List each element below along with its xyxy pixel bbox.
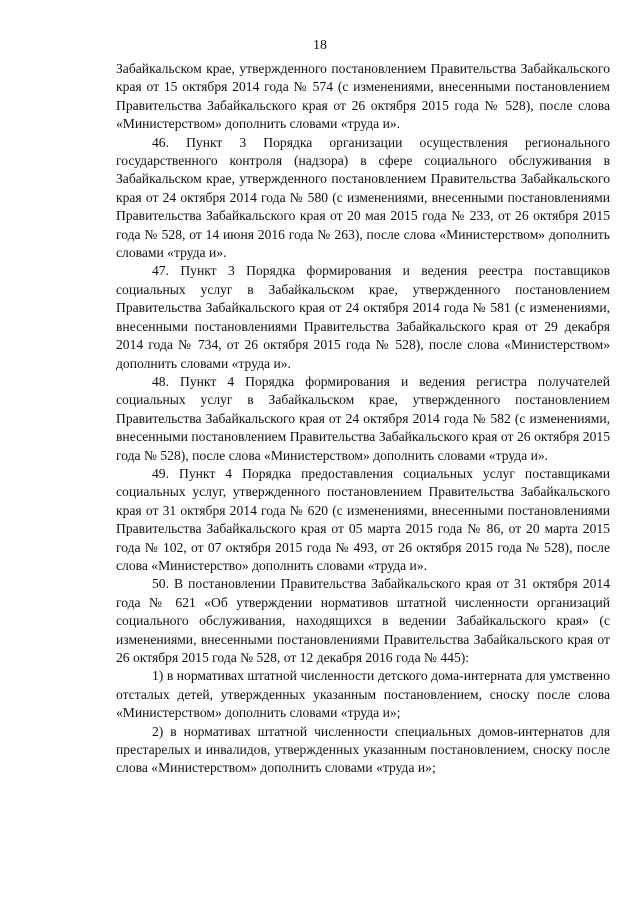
paragraph-continuation: Забайкальском крае, утвержденного постановлением Правительства Забайкальского края от 15 октября 2014 года № 574 (с изменениями, внесенными постановлением Правительства Забайкальского края от 26 октября 2015 года № 528), после слова «Министерством» дополнить словами «труда и».	[116, 61, 610, 132]
paragraph-item-50: 50. В постановлении Правительства Забайкальского края от 31 октября 2014 года № 621 «Об утверждении нормативов штатной численности организаций социального обслуживания, находящихся в ведении Забайкальского края» (с изменениями, внесенными постановлениями Правительства Забайкальского края от 26 октября 2015 года № 528, от 12 декабря 2016 года № 445):	[116, 576, 610, 665]
document-body	[116, 60, 610, 778]
subitem-2: 2) в нормативах штатной численности специальных домов-интернатов для престарелых и инвалидов, утвержденных указанным постановлением, сноску после слова «Министерством» дополнить словами «труда и»;	[116, 723, 610, 776]
paragraph-item-46: 46. Пункт 3 Порядка организации осуществления регионального государственного контроля (надзора) в сфере социального обслуживания в Забайкальском крае, утвержденного постановлением Правительства Забайкальского края от 24 октября 2014 года № 580 (с изменениями, внесенными постановлениями Правительства Забайкальского края от 20 мая 2015 года № 233, от 26 октября 2015 года № 528, от 14 июня 2016 года № 263), после слова «Министерством» дополнить словами «труда и».	[116, 134, 610, 261]
page-number: 18	[313, 38, 327, 53]
paragraph-item-49: 49. Пункт 4 Порядка предоставления социальных услуг поставщиками социальных услуг, утвержденного постановлением Правительства Забайкальского края от 31 октября 2014 года № 620 (с изменениями, внесенными постановлениями Правительства Забайкальского края от 05 марта 2015 года № 86, от 20 марта 2015 года № 102, от 07 октября 2015 года № 493, от 26 октября 2015 года № 528), после слова «Министерство» дополнить словами «труда и».	[116, 465, 610, 573]
paragraph-item-47: 47. Пункт 3 Порядка формирования и ведения реестра поставщиков социальных услуг в Забайкальском крае, утвержденного постановлением Правительства Забайкальского края от 24 октября 2014 года № 581 (с изменениями, внесенными постановлениями Правительства Забайкальского края от 29 декабря 2014 года № 734, от 26 октября 2015 года № 528), после слова «Министерством» дополнить словами «труда и».	[116, 263, 610, 371]
subitem-1: 1) в нормативах штатной численности детского дома-интерната для умственно отсталых детей, утвержденных указанным постановлением, сноску после слова «Министерством» дополнить словами «труда и»;	[116, 668, 610, 721]
paragraph-item-48: 48. Пункт 4 Порядка формирования и ведения регистра получателей социальных услуг в Забайкальском крае, утвержденного постановлением Правительства Забайкальского края от 24 октября 2014 года № 582 (с изменениями, внесенными постановлением Правительства Забайкальского края от 26 октября 2015 года № 528), после слова «Министерством» дополнить словами «труда и».	[116, 373, 610, 463]
